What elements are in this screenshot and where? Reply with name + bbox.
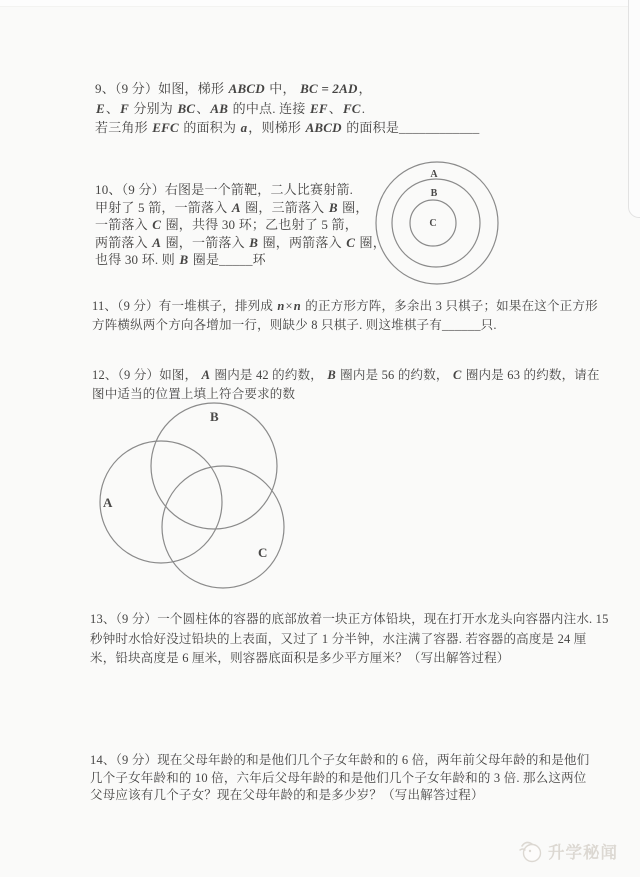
problem-10: [95, 181, 386, 269]
watermark: [517, 837, 618, 864]
watermark-text: 升学秘闻: [548, 842, 618, 862]
problem-12-line-2: 图中适当的位置上填上符合要求的数: [92, 387, 296, 401]
venn-circle-c: [162, 466, 284, 588]
problem-10-line-5: 也得 30 环. 则 B 圈是_____环: [95, 252, 266, 267]
bird-icon: [517, 837, 544, 864]
problem-10-line-4: 两箭落入 A 圈，一箭落入 B 圈，两箭落入 C 圈，: [95, 234, 386, 250]
problem-12: [92, 366, 600, 404]
problem-12-line-1: 12、（9 分）如图， A 圈内是 42 的约数， B 圈内是 56 的约数， C 圈内是 63 的约数，请在: [92, 368, 600, 382]
problem-14-line-3: 父母应该有几个子女？现在父母年龄的和是多少岁？（写出解答过程）: [90, 788, 484, 802]
venn-label-c: C: [258, 545, 268, 560]
problem-14-line-1: 14、（9 分）现在父母年龄的和是他们几个子女年龄和的 6 倍，两年前父母年龄的和是他们: [90, 753, 590, 767]
problem-9-line-3: 若三角形 EFC 的面积为 a，则梯形 ABCD 的面积是____________: [95, 120, 480, 135]
venn-label-a: A: [103, 495, 113, 510]
venn-circle-a: [100, 441, 222, 563]
target-label-a: A: [430, 169, 438, 180]
problem-13-line-3: 米，铅块高度是 6 厘米，则容器底面积是多少平方厘米？（写出解答过程）: [90, 651, 510, 665]
venn-diagram-figure: [85, 400, 300, 600]
problem-14: [90, 752, 589, 805]
problem-9: [95, 79, 479, 138]
target-label-b: B: [430, 188, 438, 199]
problem-10-line-2: 甲射了 5 箭，一箭落入 A 圈，三箭落入 B 圈，: [95, 199, 369, 215]
problem-9-line-2: E、F 分别为 BC、AB 的中点. 连接 EF、FC.: [96, 100, 366, 116]
problem-10-line-3: 一箭落入 C 圈，共得 30 环；乙也射了 5 箭，: [95, 217, 358, 232]
target-label-c: C: [429, 218, 437, 229]
problem-10-line-1: 10、（9 分）右图是一个箭靶，二人比赛射箭.: [95, 182, 354, 197]
problem-11-line-2: 方阵横纵两个方向各增加一行，则缺少 8 只棋子. 则这堆棋子有______只.: [92, 318, 497, 332]
archery-target-figure: [374, 160, 500, 286]
problem-11: [92, 297, 598, 335]
problem-9-line-1: 9、（9 分）如图，梯形 ABCD 中， BC = 2AD，: [95, 81, 372, 96]
scrollbar-thumb[interactable]: [628, 0, 640, 218]
problem-13-line-2: 秒钟时水恰好没过铅块的上表面，又过了 1 分半钟，水注满了容器. 若容器的高度是 24 厘: [90, 631, 587, 646]
problem-14-line-2: 几个子女年龄和的 10 倍，六年后父母年龄的和是他们几个子女年龄和的 3 倍. 那么这两位: [90, 770, 587, 785]
problem-13: [90, 610, 609, 669]
venn-label-b: B: [210, 409, 219, 424]
problem-13-line-1: 13、（9 分）一个圆柱体的容器的底部放着一块正方体铅块，现在打开水龙头向容器内注水. 15: [90, 612, 609, 626]
top-edge-strip: [0, 0, 640, 7]
problem-11-line-1: 11、（9 分）有一堆棋子，排列成 n×n 的正方形方阵，多余出 3 只棋子；如果在这个正方形: [92, 299, 598, 313]
